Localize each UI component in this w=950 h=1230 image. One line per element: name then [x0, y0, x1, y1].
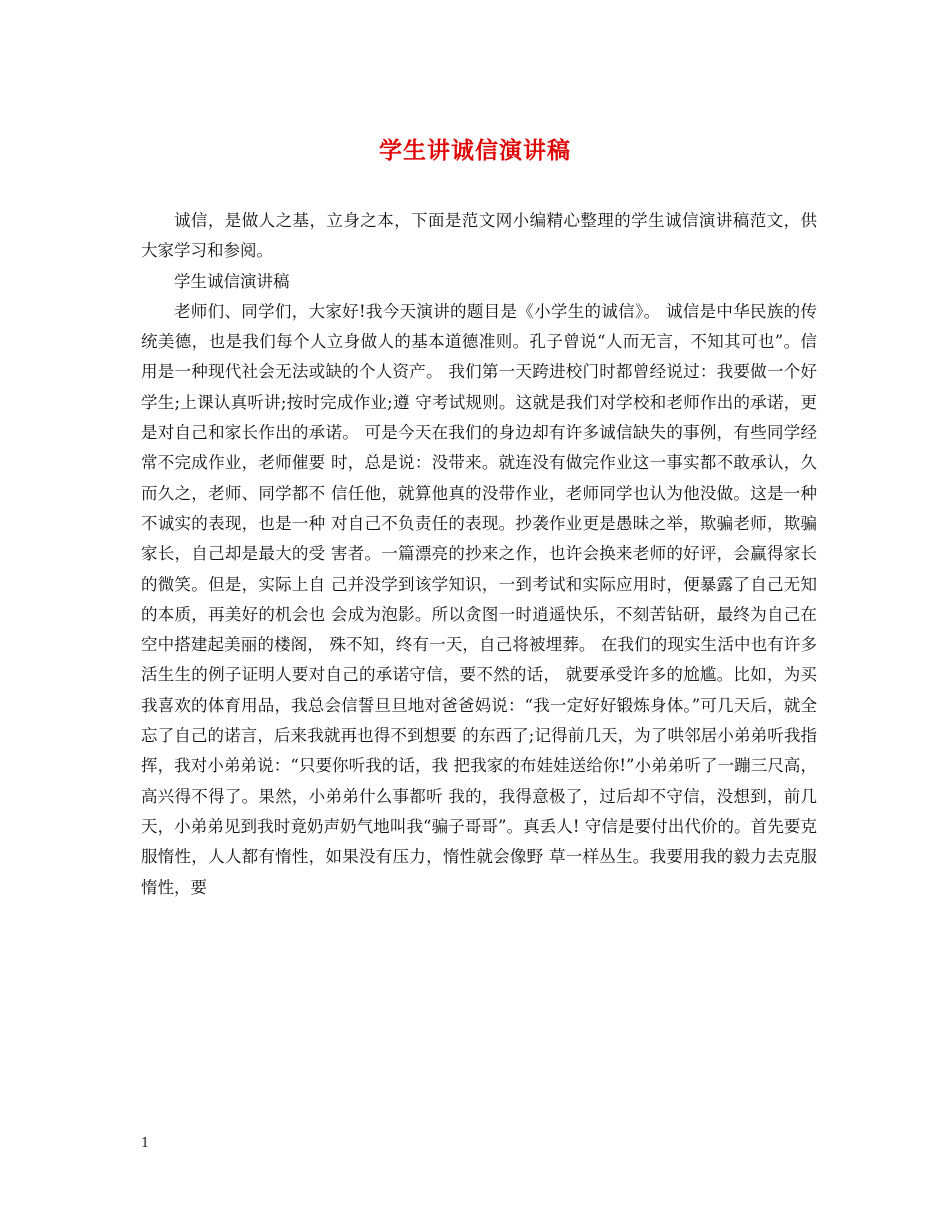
document-body	[141, 206, 817, 903]
section-heading: 学生诚信演讲稿	[174, 271, 290, 291]
page-number: 1	[141, 1136, 150, 1151]
speech-paragraph: 老师们、同学们，大家好!我今天演讲的题目是《小学生的诚信》。 诚信是中华民族的传统美德，也是我们每个人立身做人的基本道德准则。孔子曾说“人而无言，不知其可也”。信用是一种现代社会无法或缺的个人资产。 我们第一天跨进校门时都曾经说过：我要做一个好学生;上课认真听讲;按时完成作业;遵 守考试规则。这就是我们对学校和老师作出的承诺，更是对自己和家长作出的承诺。 可是今天在我们的身边却有许多诚信缺失的事例，有些同学经常不完成作业，老师催要 时，总是说：没带来。就连没有做完作业这一事实都不敢承认，久而久之，老师、同学都不 信任他，就算他真的没带作业，老师同学也认为他没做。这是一种不诚实的表现，也是一种 对自己不负责任的表现。抄袭作业更是愚昧之举，欺骗老师，欺骗家长，自己却是最大的受 害者。一篇漂亮的抄来之作，也许会换来老师的好评，会赢得家长的微笑。但是，实际上自 己并没学到该学知识，一到考试和实际应用时，便暴露了自己无知的本质，再美好的机会也 会成为泡影。所以贪图一时逍遥快乐，不刻苦钻研，最终为自己在空中搭建起美丽的楼阁， 殊不知，终有一天，自己将被埋葬。 在我们的现实生活中也有许多活生生的例子证明人要对自己的承诺守信，要不然的话， 就要承受许多的尬尴。比如，为买我喜欢的体育用品，我总会信誓旦旦地对爸爸妈说：“我一定好好锻炼身体。”可几天后，就全忘了自己的诺言，后来我就再也得不到想要 的东西了;记得前几天，为了哄邻居小弟弟听我指挥，我对小弟弟说：“只要你听我的话，我 把我家的布娃娃送给你!”小弟弟听了一蹦三尺高，高兴得不得了。果然，小弟弟什么事都听 我的，我得意极了，过后却不守信，没想到，前几天，小弟弟见到我时竟奶声奶气地叫我“骗子哥哥”。真丢人! 守信是要付出代价的。首先要克服惰性，人人都有惰性，如果没有压力，惰性就会像野 草一样丛生。我要用我的毅力去克服惰性，要	[141, 301, 817, 897]
intro-paragraph: 诚信，是做人之基，立身之本，下面是范文网小编精心整理的学生诚信演讲稿范文，供大家学习和参阅。	[141, 211, 817, 261]
document-title: 学生讲诚信演讲稿	[379, 137, 571, 164]
